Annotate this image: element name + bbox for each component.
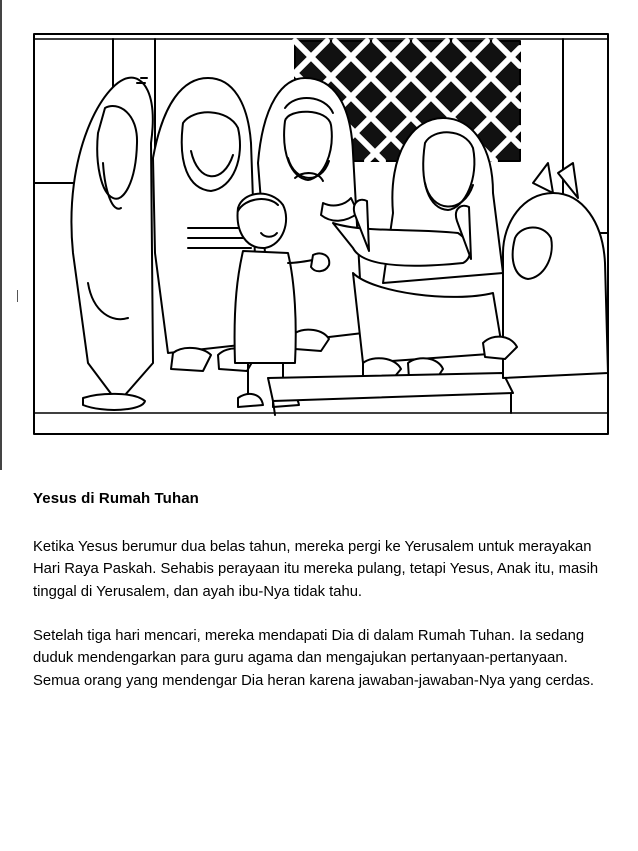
story-paragraph-1: Ketika Yesus berumur dua belas tahun, mereka pergi ke Yerusalem untuk merayakan Hari Raya Paskah. Sehabis perayaan itu mereka pulang, tetapi Yesus, Anak itu, masih tinggal di Yerusalem, dan ayah ibu-Nya tidak tahu.: [33, 539, 599, 600]
story-paragraph-2: Setelah tiga hari mencari, mereka mendapati Dia di dalam Rumah Tuhan. Ia sedang duduk mendengarkan para guru agama dan mengajukan pertanyaan-pertanyaan. Semua orang yang mendengar Dia heran karena jawaban-jawaban-Nya yang cerdas.: [33, 628, 594, 689]
page-edge-line: [0, 0, 2, 470]
coloring-illustration: [33, 33, 609, 435]
page-edge-tick: [17, 290, 18, 302]
bench: [268, 373, 513, 415]
temple-scene-drawing: [33, 33, 609, 435]
man-left-hooded: [71, 78, 153, 410]
story-title: Yesus di Rumah Tuhan: [33, 490, 199, 507]
